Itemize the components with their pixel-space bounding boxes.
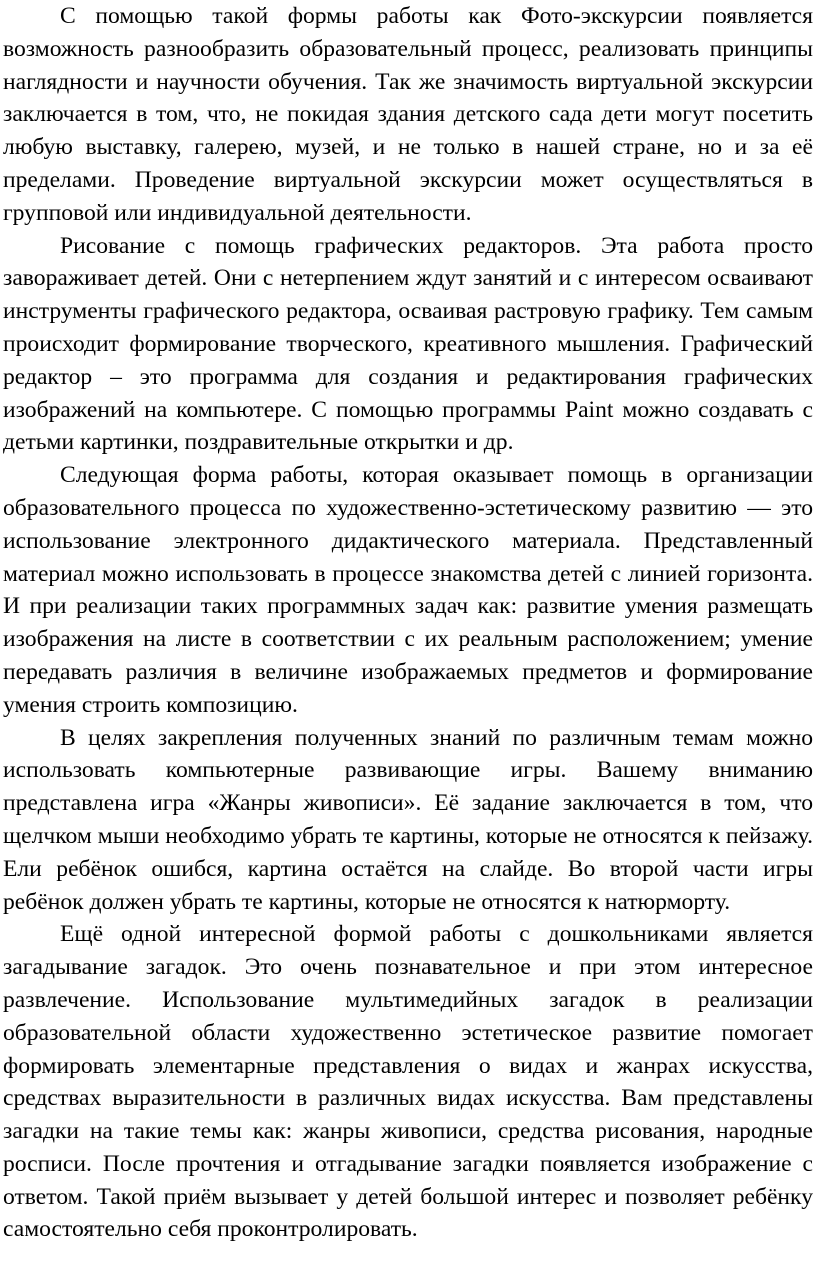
paragraph-photo-excursions: С помощью такой формы работы как Фото-экскурсии появляется возможность разнообразить образовательный процесс, реализовать принципы наглядности и научности обучения. Так же значимость виртуальной экскурсии заключается в том, что, не покидая здания детского сада дети могут посетить любую выставку, галерею, музей, и не только в нашей стране, но и за её пределами. Проведение виртуальной экскурсии может осуществляться в групповой или индивидуальной деятельности. [3, 3, 813, 226]
paragraph-riddles: Ещё одной интересной формой работы с дошкольниками является загадывание загадок. Это очень познавательное и при этом интересное развлечение. Использование мультимедийных загадок в реализации образовательной области художественно эстетическое развитие помогает формировать элементарные представления о видах и жанрах искусства, средствах выразительности в различных видах искусства. Вам представлены загадки на такие темы как: жанры живописи, средства рисования, народные росписи. После прочтения и отгадывание загадки появляется изображение с ответом. Такой приём вызывает у детей большой интерес и позволяет ребёнку самостоятельно себя проконтролировать. [3, 921, 813, 1243]
paragraph-graphic-editors: Рисование с помощь графических редакторов. Эта работа просто завораживает детей. Они с нетерпением ждут занятий и с интересом осваивают инструменты графического редактора, осваивая растровую графику. Тем самым происходит формирование творческого, креативного мышления. Графический редактор – это программа для создания и редактирования графических изображений на компьютере. С помощью программы Paint можно создавать с детьми картинки, поздравительные открытки и др. [3, 232, 813, 456]
paragraph-didactic-material: Следующая форма работы, которая оказывает помощь в организации образовательного процесса по художественно-эстетическому развитию — это использование электронного дидактического материала. Представленный материал можно использовать в процессе знакомства детей с линией горизонта. И при реализации таких программных задач как: развитие умения размещать изображения на листе в соответствии с их реальным расположением; умение передавать различия в величине изображаемых предметов и формирование умения строить композицию. [3, 462, 813, 718]
paragraph-developing-games: В целях закрепления полученных знаний по различным темам можно использовать компьютерные развивающие игры. Вашему вниманию представлена игра «Жанры живописи». Её задание заключается в том, что щелчком мыши необходимо убрать те картины, которые не относятся к пейзажу. Ели ребёнок ошибся, картина остаётся на слайде. Во второй части игры ребёнок должен убрать те картины, которые не относятся к натюрморту. [3, 724, 813, 915]
